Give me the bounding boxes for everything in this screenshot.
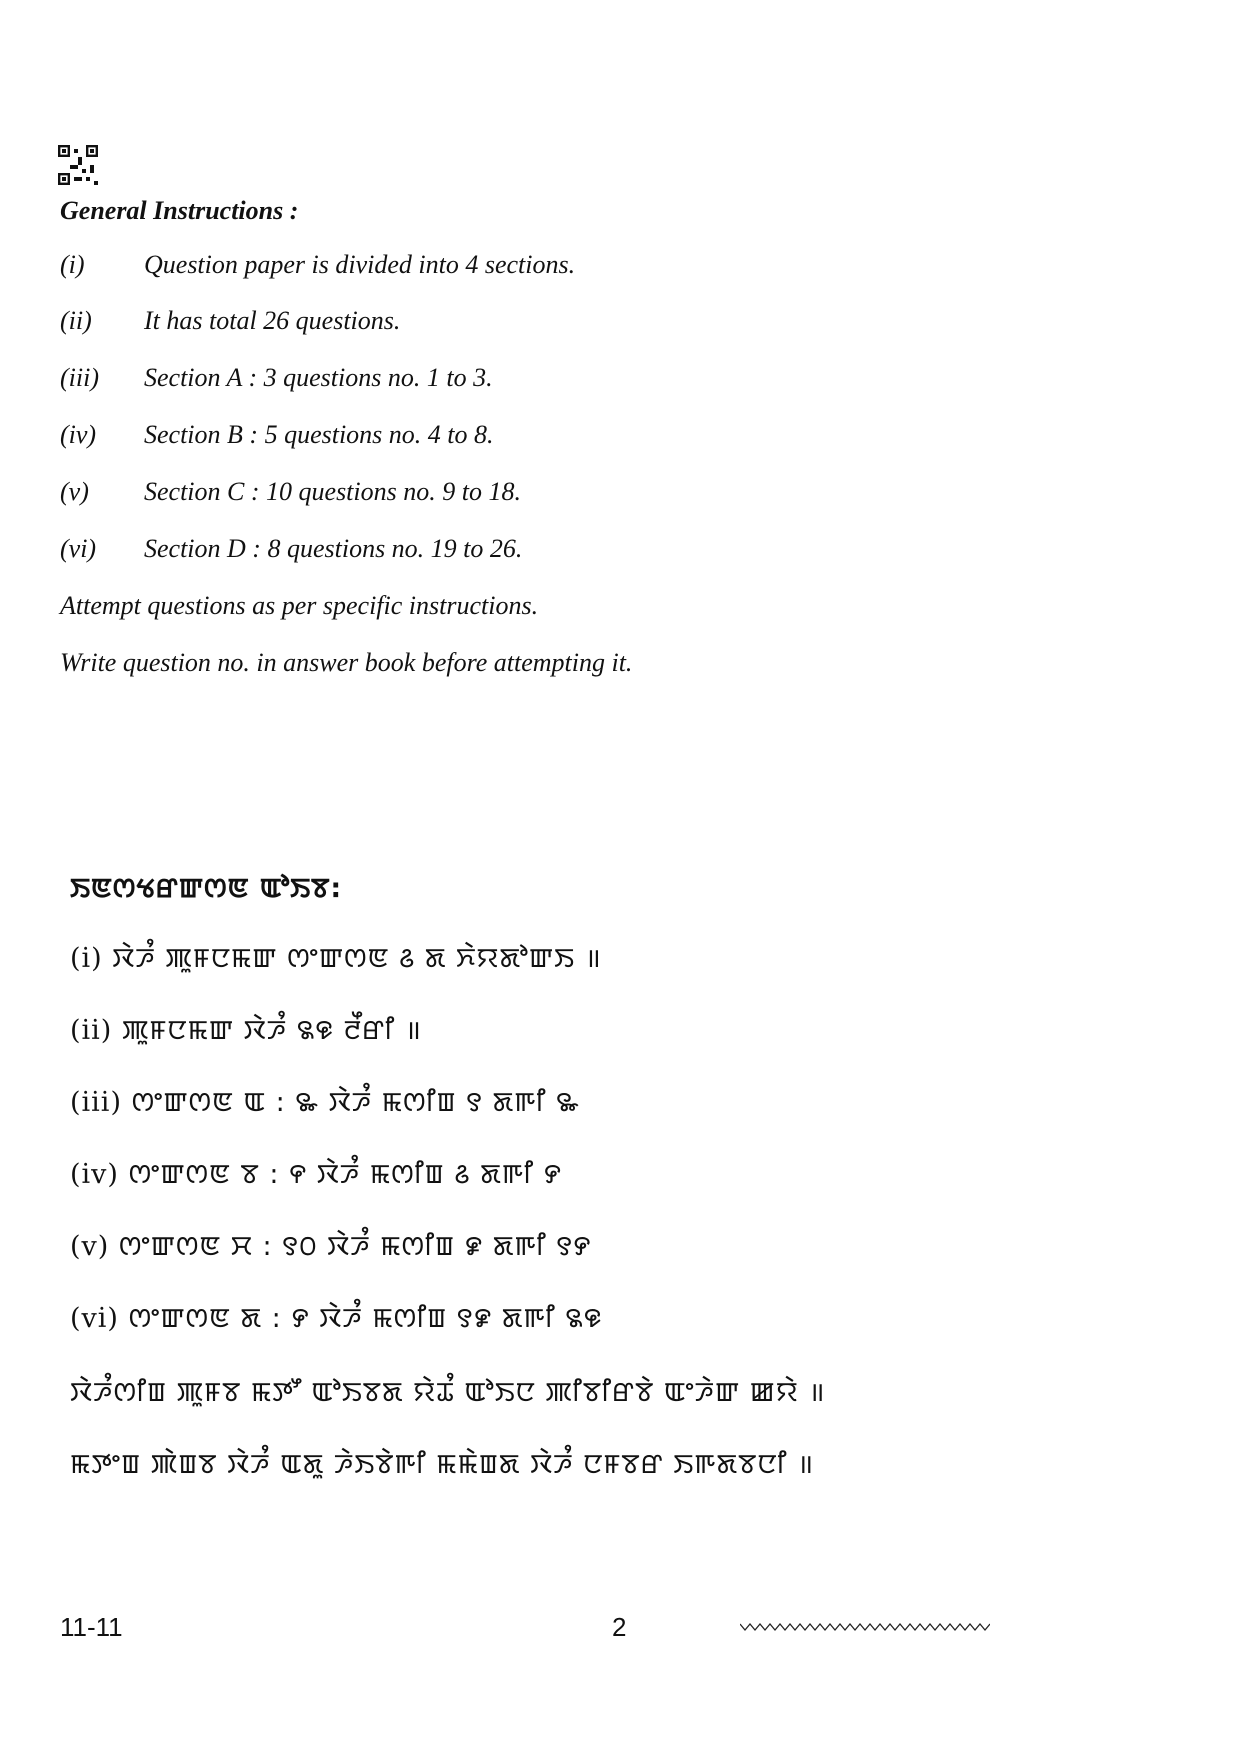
instruction-item xyxy=(60,363,1160,393)
instructions-heading: General Instructions : xyxy=(60,196,299,225)
instruction-number: (iii) xyxy=(60,363,99,392)
instruction-number: (iv) xyxy=(70,1159,119,1190)
instruction-number: (v) xyxy=(60,477,89,506)
manipuri-instruction-item xyxy=(70,1154,562,1192)
instruction-text: ꯋꯥꯍꯪ ꯄꯨꯝꯅꯃꯛ ꯁꯦꯛꯁꯟ ꯴ ꯗ ꯈꯥꯌꯗꯣꯛꯏ ॥ xyxy=(112,943,602,974)
instruction-number: (i) xyxy=(70,943,103,974)
instruction-text: ꯁꯦꯛꯁꯟ ꯕ : ꯵ ꯋꯥꯍꯪ ꯃꯁꯤꯡ ꯴ ꯗꯒꯤ ꯸ xyxy=(128,1159,562,1190)
manipuri-instructions-heading: ꯏꯟꯁꯠꯔꯛꯁꯟ ꯑꯣꯏꯕ: xyxy=(70,873,343,904)
instruction-number: (iii) xyxy=(70,1087,122,1118)
manipuri-instruction-item xyxy=(70,1010,422,1048)
instruction-number: (vi) xyxy=(60,534,97,563)
manipuri-instruction-item xyxy=(70,1082,580,1120)
instruction-item xyxy=(60,306,1160,336)
instruction-note: Attempt questions as per specific instructions. xyxy=(60,591,539,620)
instruction-text: ꯄꯨꯝꯅꯃꯛ ꯋꯥꯍꯪ ꯲꯶ ꯂꯩꯔꯤ ॥ xyxy=(121,1015,422,1046)
page-number: 2 xyxy=(612,1612,627,1642)
manipuri-instruction-item xyxy=(70,938,602,976)
instruction-number: (vi) xyxy=(70,1303,119,1334)
instruction-number: (i) xyxy=(60,250,85,279)
instruction-text: Section A : 3 questions no. 1 to 3. xyxy=(144,363,493,392)
instruction-item xyxy=(60,477,1160,507)
instruction-text: Section C : 10 questions no. 9 to 18. xyxy=(144,477,521,506)
instruction-item xyxy=(60,250,1160,280)
instruction-text: Section B : 5 questions no. 4 to 8. xyxy=(144,420,494,449)
wavy-line-decoration xyxy=(740,1620,990,1634)
instruction-note: Write question no. in answer book before attempting it. xyxy=(60,648,633,677)
manipuri-instruction-item xyxy=(70,1298,603,1336)
manipuri-instruction-item xyxy=(70,1226,591,1264)
instruction-number: (ii) xyxy=(60,306,92,335)
instruction-number: (iv) xyxy=(60,420,97,449)
paper-code: 11-11 xyxy=(60,1612,123,1642)
instruction-item xyxy=(60,420,1160,450)
instruction-text: Section D : 8 questions no. 19 to 26. xyxy=(144,534,523,563)
instruction-text: Question paper is divided into 4 sections. xyxy=(144,250,576,279)
instruction-text: It has total 26 questions. xyxy=(144,306,401,335)
instruction-text: ꯁꯦꯛꯁꯟ ꯗ : ꯸ ꯋꯥꯍꯪ ꯃꯁꯤꯡ ꯱꯹ ꯗꯒꯤ ꯲꯶ xyxy=(128,1303,603,1334)
instruction-text: ꯁꯦꯛꯁꯟ ꯆ : ꯱꯰ ꯋꯥꯍꯪ ꯃꯁꯤꯡ ꯹ ꯗꯒꯤ ꯱꯸ xyxy=(118,1231,592,1262)
manipuri-instruction-note: ꯃꯇꯦꯡ ꯄꯥꯡꯕ ꯋꯥꯍꯪ ꯑꯗꯨ ꯍꯥꯏꯕꯥꯒꯤ ꯃꯃꯥꯡꯗ ꯋꯥꯍꯪ ꯅꯝꯕꯔ ꯏꯒꯗꯕꯅꯤ ॥ xyxy=(70,1449,815,1480)
instruction-item xyxy=(60,534,1160,564)
instruction-number: (ii) xyxy=(70,1015,113,1046)
manipuri-instruction-note: ꯋꯥꯍꯪꯁꯤꯡ ꯄꯨꯝꯕ ꯃꯇꯧ ꯑꯣꯏꯕꯗ ꯌꯥꯊꯪ ꯑꯣꯏꯅ ꯄꯤꯕꯤꯔꯕꯥ ꯑꯦꯍꯥꯛ ꯀꯌꯥ ॥ xyxy=(70,1377,826,1408)
qr-code-icon xyxy=(58,145,98,185)
instruction-text: ꯁꯦꯛꯁꯟ ꯑ : ꯳ ꯋꯥꯍꯪ ꯃꯁꯤꯡ ꯱ ꯗꯒꯤ ꯳ xyxy=(131,1087,580,1118)
instruction-number: (v) xyxy=(70,1231,110,1262)
